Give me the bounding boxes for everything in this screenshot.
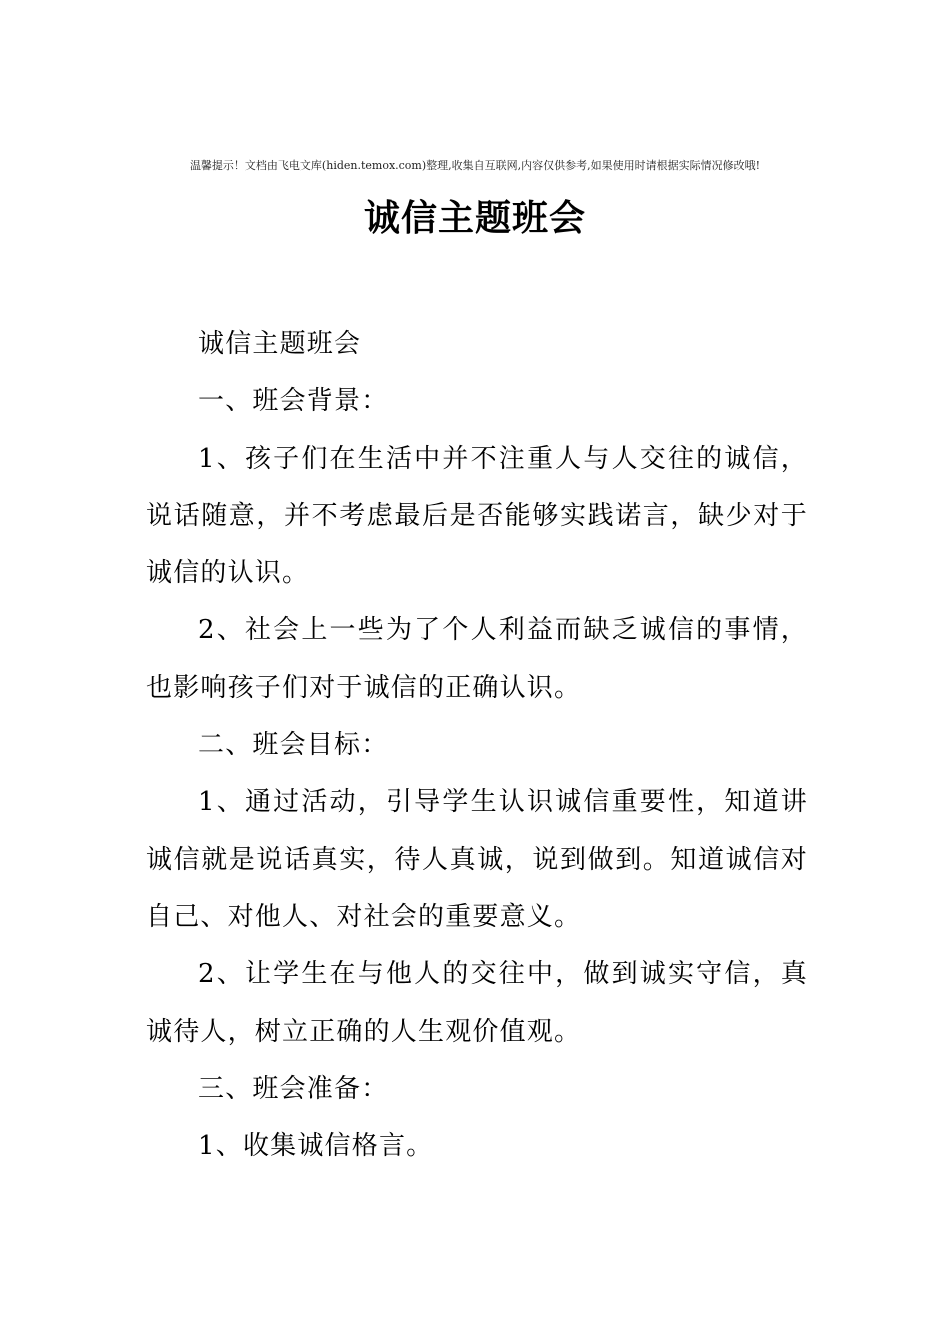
paragraph-background-2: 2、社会上一些为了个人利益而缺乏诚信的事情，也影响孩子们对于诚信的正确认识。 <box>146 615 808 703</box>
paragraph-background-1: 1、孩子们在生活中并不注重人与人交往的诚信，说话随意，并不考虑最后是否能够实践诺言，缺少对于诚信的认识。 <box>146 443 808 589</box>
paragraph-subtitle: 诚信主题班会 <box>198 329 362 359</box>
paragraph-heading-preparation: 三、班会准备： <box>198 1073 389 1104</box>
document-title: 诚信主题班会 <box>363 198 586 239</box>
paragraph-preparation-1: 1、收集诚信格言。 <box>198 1131 434 1162</box>
paragraph-heading-background: 一、班会背景： <box>198 386 389 417</box>
header-notice: 温馨提示！文档由飞电文库(hiden.temox.com)整理,收集自互联网,内容仅供参考,如果使用时请根据实际情况修改哦! <box>189 159 761 172</box>
paragraph-heading-goals: 二、班会目标： <box>198 730 389 761</box>
paragraph-goal-1: 1、通过活动，引导学生认识诚信重要性，知道讲诚信就是说话真实，待人真诚，说到做到。知道诚信对自己、对他人、对社会的重要意义。 <box>146 787 808 932</box>
document-body <box>146 316 808 1175</box>
paragraph-goal-2: 2、让学生在与他人的交往中，做到诚实守信，真诚待人，树立正确的人生观价值观。 <box>146 959 808 1047</box>
